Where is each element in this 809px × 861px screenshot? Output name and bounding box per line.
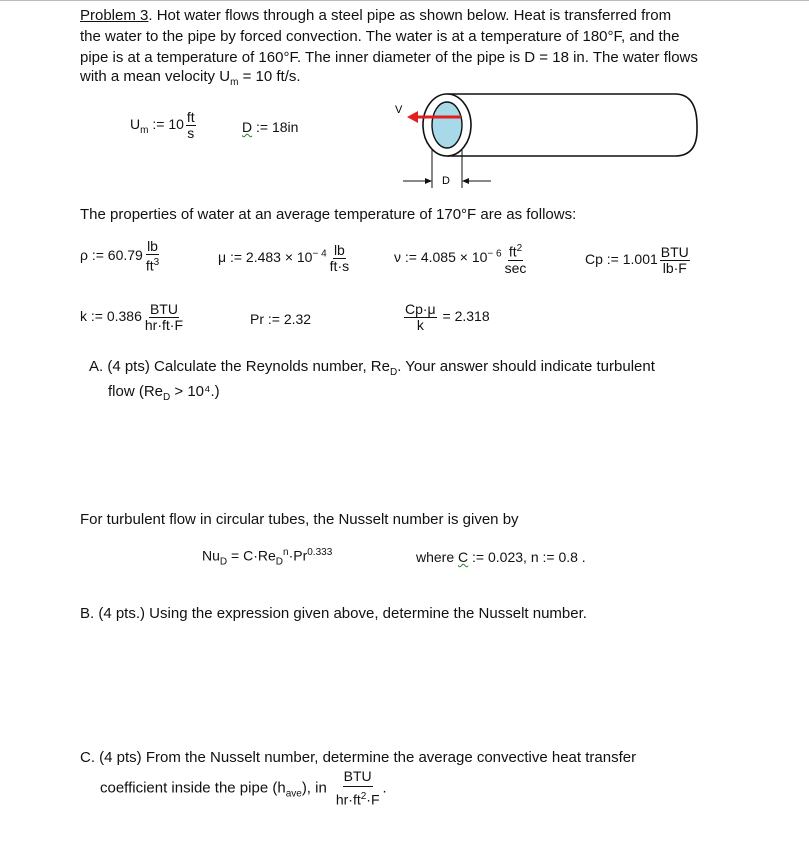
rho-unit bbox=[145, 239, 160, 274]
problem-label: Problem 3 bbox=[80, 7, 149, 24]
re-subscript: D bbox=[275, 556, 283, 568]
nu-definition bbox=[394, 241, 529, 276]
rho-value: ρ := 60.79 bbox=[80, 247, 143, 264]
part-c-text-2: ), in bbox=[301, 779, 327, 797]
um-value: := 10 bbox=[148, 116, 184, 133]
re-exponent: n bbox=[283, 547, 289, 558]
mu-unit-den: ft·s bbox=[329, 258, 350, 274]
nu-exponent: − 6 bbox=[487, 248, 502, 260]
prandtl-ratio-num: Cp·μ bbox=[405, 301, 436, 317]
pipe-outline bbox=[447, 94, 697, 156]
h-unit-den bbox=[335, 787, 381, 810]
nusselt-constants bbox=[416, 549, 586, 565]
prandtl-check bbox=[402, 302, 490, 333]
problem-line-4 bbox=[80, 67, 301, 92]
part-a-line-1 bbox=[89, 357, 655, 382]
cp-unit-num: BTU bbox=[660, 244, 689, 260]
rho-unit-den-base: ft bbox=[145, 257, 154, 274]
problem-line-1 bbox=[80, 6, 671, 25]
um-symbol: U bbox=[130, 116, 141, 133]
velocity-value-text: = 10 ft/s. bbox=[238, 68, 301, 85]
d-arrow-right-head bbox=[462, 178, 469, 184]
c-symbol: C bbox=[458, 549, 469, 565]
nusselt-eq-rhs: = C·Re bbox=[227, 547, 276, 564]
h-unit-num: BTU bbox=[343, 767, 373, 787]
part-a-text-1: A. (4 pts) Calculate the Reynolds number, Re bbox=[89, 358, 390, 375]
part-a-subscript-1: D bbox=[389, 367, 398, 378]
h-unit-den-exp: 2 bbox=[360, 791, 367, 802]
h-unit-den-end: ·F bbox=[366, 791, 380, 808]
part-a-subscript-2: D bbox=[163, 392, 171, 403]
problem-line-2: the water to the pipe by forced convection. The water is at a temperature of 180°F, and the bbox=[80, 28, 680, 45]
rho-unit-den bbox=[145, 255, 160, 274]
um-unit bbox=[186, 110, 196, 141]
prandtl-ratio-value: = 2.318 bbox=[442, 308, 490, 325]
um-unit-num: ft bbox=[186, 109, 195, 125]
mu-definition bbox=[218, 243, 352, 274]
velocity-text: with a mean velocity U bbox=[80, 68, 231, 85]
nu-unit-num-exp: 2 bbox=[516, 243, 523, 254]
d-symbol: D bbox=[242, 119, 253, 135]
part-c-line-2 bbox=[100, 767, 387, 810]
h-unit-den-base: hr·ft bbox=[335, 791, 361, 808]
constants-values: := 0.023, n := 0.8 . bbox=[468, 549, 586, 565]
problem-line-1-text: . Hot water flows through a steel pipe as shown below. Heat is transferred from bbox=[148, 7, 672, 24]
top-rule bbox=[0, 0, 809, 1]
part-a-line-2 bbox=[108, 382, 220, 407]
v-label: V bbox=[395, 104, 403, 116]
nu-unit-den: sec bbox=[504, 259, 527, 276]
cp-definition bbox=[585, 245, 692, 276]
nu-unit-num-base: ft bbox=[508, 243, 517, 260]
velocity-arrow-head bbox=[407, 111, 418, 123]
properties-intro: The properties of water at an average temperature of 170°F are as follows: bbox=[80, 206, 577, 223]
rho-unit-den-exp: 3 bbox=[153, 257, 160, 268]
nusselt-intro: For turbulent flow in circular tubes, the Nusselt number is given by bbox=[80, 511, 519, 528]
part-a-text-4: > 10⁴.) bbox=[170, 383, 220, 400]
d-value: := 18in bbox=[252, 119, 299, 135]
h-unit bbox=[335, 767, 381, 810]
problem-line-3: pipe is at a temperature of 160°F. The inner diameter of the pipe is D = 18 in. The water flows bbox=[80, 49, 698, 66]
um-unit-den: s bbox=[187, 125, 195, 141]
um-definition bbox=[130, 110, 198, 141]
velocity-subscript: m bbox=[230, 77, 239, 88]
part-a-text-3: flow (Re bbox=[108, 383, 164, 400]
k-definition bbox=[80, 302, 186, 333]
where-text: where bbox=[416, 549, 459, 565]
pipe-figure bbox=[385, 90, 705, 190]
nusselt-equation bbox=[202, 547, 332, 567]
rho-unit-num: lb bbox=[147, 238, 158, 254]
pr-exponent: 0.333 bbox=[307, 547, 333, 558]
part-c-subscript: ave bbox=[285, 788, 302, 800]
mu-unit bbox=[329, 243, 350, 274]
um-subscript: m bbox=[140, 125, 149, 136]
mu-exponent: − 4 bbox=[312, 248, 327, 260]
k-value: k := 0.386 bbox=[80, 308, 142, 325]
part-b-text: B. (4 pts.) Using the expression given above, determine the Nusselt number. bbox=[80, 605, 587, 622]
nu-unit bbox=[504, 241, 528, 276]
part-a-text-2: . Your answer should indicate turbulent bbox=[397, 358, 655, 375]
part-c-text-1: coefficient inside the pipe (h bbox=[100, 779, 286, 797]
nu-unit-num bbox=[508, 241, 523, 261]
part-c-end: . bbox=[382, 779, 387, 797]
mu-value: μ := 2.483 × 10 bbox=[218, 249, 313, 266]
k-unit-num: BTU bbox=[149, 301, 178, 317]
k-unit bbox=[144, 302, 184, 333]
pr-definition: Pr := 2.32 bbox=[250, 311, 312, 327]
cp-value: Cp := 1.001 bbox=[585, 251, 658, 268]
mu-unit-num: lb bbox=[333, 242, 345, 258]
nu-subscript: D bbox=[219, 556, 228, 568]
prandtl-ratio-den: k bbox=[416, 317, 424, 333]
nu-symbol: Nu bbox=[202, 547, 220, 564]
d-label: D bbox=[442, 175, 450, 187]
d-definition bbox=[242, 119, 298, 135]
d-arrow-left-head bbox=[425, 178, 432, 184]
cp-unit-den: lb·F bbox=[662, 260, 687, 276]
rho-definition bbox=[80, 239, 162, 274]
nu-value: ν := 4.085 × 10 bbox=[394, 249, 488, 266]
pr-symbol: ·Pr bbox=[288, 547, 308, 564]
cp-unit bbox=[660, 245, 690, 276]
pipe-bore bbox=[432, 102, 462, 148]
prandtl-ratio bbox=[404, 302, 437, 333]
part-c-line-1: C. (4 pts) From the Nusselt number, determine the average convective heat transfer bbox=[80, 749, 637, 766]
k-unit-den: hr·ft·F bbox=[144, 317, 183, 333]
